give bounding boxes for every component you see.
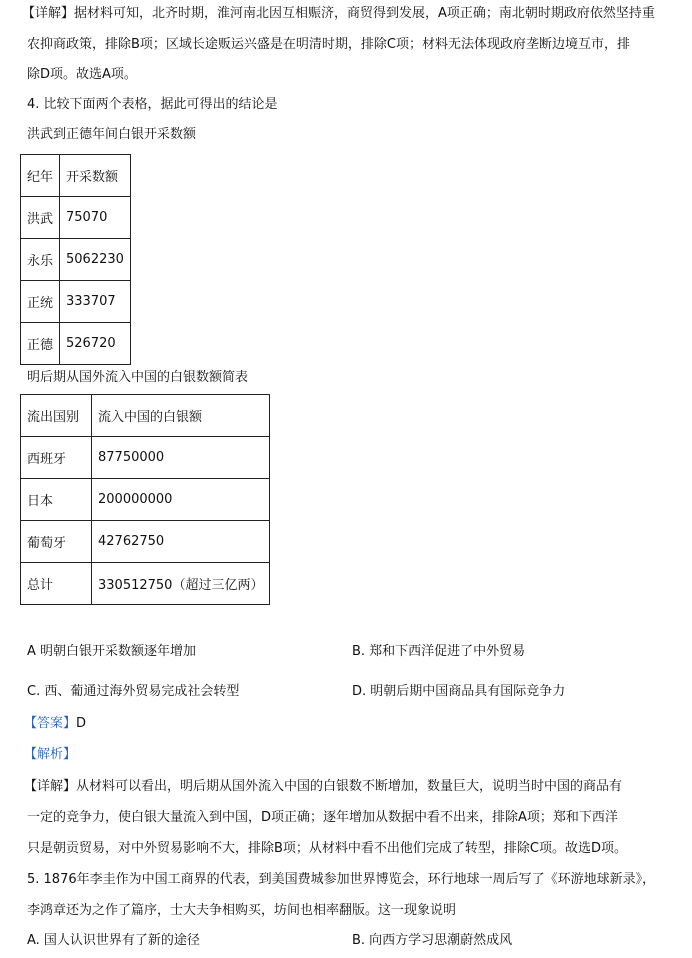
question-4-stem: 4. 比较下面两个表格，据此可得出的结论是 (27, 97, 278, 112)
table-row (21, 323, 131, 365)
table-row (21, 239, 131, 281)
prev-detail-line: 【详解】据材料可知，北齐时期，淮河南北因互相赈济，商贸得到发展，A项正确；南北朝时期政府依然坚持重 (22, 6, 655, 21)
detail-line: 只是朝贡贸易，对中外贸易影响不大，排除B项；从材料中看不出他们完成了转型，排除C项。故选D项。 (27, 841, 628, 856)
table-cell: 75070 (60, 197, 131, 239)
table-header-row (21, 155, 131, 197)
question-5-stem: 5. 1876年李圭作为中国工商界的代表，到美国费城参加世界博览会，环行地球一周后写了《环游地球新录》， (27, 872, 656, 887)
table-cell: 西班牙 (21, 437, 92, 479)
table2-title: 明后期从国外流入中国的白银数额简表 (27, 370, 249, 385)
table-header-row (21, 395, 270, 437)
table-cell: 永乐 (21, 239, 60, 281)
table-row (21, 281, 131, 323)
table-cell: 洪武 (21, 197, 60, 239)
table-row (21, 479, 270, 521)
table-header: 流出国别 (21, 395, 92, 437)
option-c: C. 西、葡通过海外贸易完成社会转型 (27, 684, 240, 699)
table-cell: 葡萄牙 (21, 521, 92, 563)
answer-line (24, 715, 86, 733)
detail-line: 【详解】从材料可以看出，明后期从国外流入中国的白银数不断增加，数量巨大，说明当时中国的商品有 (24, 779, 623, 794)
table-cell: 日本 (21, 479, 92, 521)
table-row (21, 521, 270, 563)
table-row (21, 563, 270, 605)
table-cell: 42762750 (92, 521, 270, 563)
table-header: 纪年 (21, 155, 60, 197)
silver-mining-table (20, 154, 131, 365)
table-cell: 333707 (60, 281, 131, 323)
silver-inflow-table (20, 394, 270, 605)
table-cell: 200000000 (92, 479, 270, 521)
q5-option-a: A. 国人认识世界有了新的途径 (27, 933, 200, 948)
answer-value: D (76, 716, 87, 731)
table-cell: 正统 (21, 281, 60, 323)
table1-title: 洪武到正德年间白银开采数额 (27, 127, 197, 142)
table-cell: 正德 (21, 323, 60, 365)
prev-detail-line: 除D项。故选A项。 (27, 67, 137, 82)
table-cell: 5062230 (60, 239, 131, 281)
table-row (21, 437, 270, 479)
table-cell: 526720 (60, 323, 131, 365)
option-d: D. 明朝后期中国商品具有国际竞争力 (352, 684, 566, 699)
q5-option-b: B. 向西方学习思潮蔚然成风 (352, 933, 513, 948)
table-cell: 87750000 (92, 437, 270, 479)
analysis-label: 【解析】 (24, 747, 77, 762)
table-header: 开采数额 (60, 155, 131, 197)
option-b: B. 郑和下西洋促进了中外贸易 (352, 644, 526, 659)
answer-label: 【答案】 (24, 716, 77, 731)
table-row (21, 197, 131, 239)
question-5-stem: 李鸿章还为之作了篇序，士大夫争相购买，坊间也相率翻版。这一现象说明 (27, 903, 457, 918)
option-a: A 明朝白银开采数额逐年增加 (27, 644, 197, 659)
table-cell: 总计 (21, 563, 92, 605)
prev-detail-line: 农抑商政策，排除B项；区域长途贩运兴盛是在明清时期，排除C项；材料无法体现政府垄断边境互市，排 (27, 37, 630, 52)
table-cell: 330512750（超过三亿两） (92, 563, 270, 605)
table-header: 流入中国的白银额 (92, 395, 270, 437)
detail-line: 一定的竞争力，使白银大量流入到中国，D项正确；逐年增加从数据中看不出来，排除A项；郑和下西洋 (27, 810, 618, 825)
